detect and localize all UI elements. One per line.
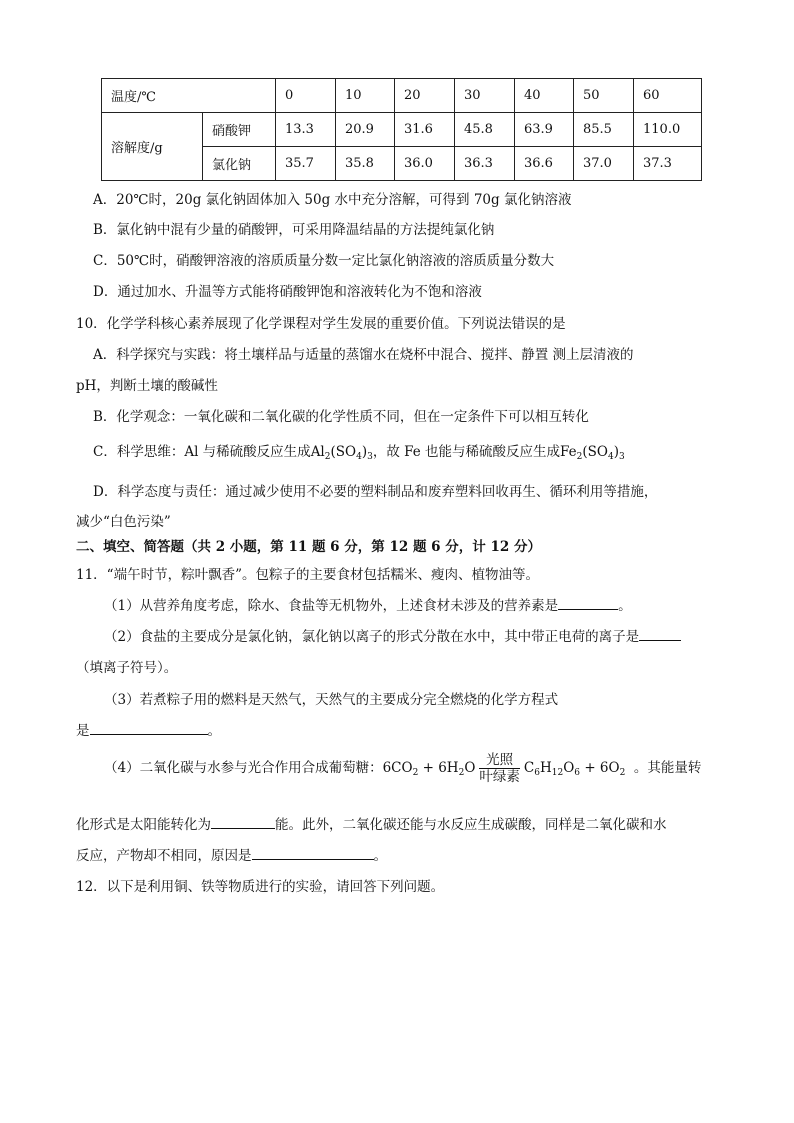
section-heading: 二、填空、简答题（共 2 小题，第 11 题 6 分，第 12 题 6 分，计 12 分）: [76, 539, 541, 555]
table-cell: 50: [574, 79, 634, 113]
solubility-label: 溶解度/g: [102, 113, 203, 181]
reaction-condition: [479, 752, 520, 785]
q11-p4-post: 。其能量转: [633, 760, 702, 776]
answer-blank[interactable]: [211, 816, 275, 829]
q11-stem: 11．“端午时节，粽叶飘香”。包粽子的主要食材包括糯米、瘦肉、植物油等。: [76, 567, 539, 583]
q9-option-b: B．氯化钠中混有少量的硝酸钾，可采用降温结晶的方法提纯氯化钠: [93, 222, 495, 238]
table-cell: 37.0: [574, 147, 634, 181]
q11-part3-cont: [76, 719, 221, 739]
q11-part4-cont: [76, 813, 667, 833]
table-cell: 36.6: [515, 147, 574, 181]
q11-part2: [104, 625, 681, 645]
table-cell: 85.5: [574, 113, 634, 147]
solubility-table: [101, 78, 702, 181]
answer-blank[interactable]: [252, 847, 374, 860]
q11-p3b-text: 是: [76, 723, 90, 739]
q11-p5-mid: 能。此外，二氧化碳还能与水反应生成碳酸，同样是二氧化碳和水: [275, 817, 667, 833]
table-cell: 30: [455, 79, 515, 113]
table-cell: 35.7: [276, 147, 336, 181]
q9-option-a: A．20℃时，20g 氯化钠固体加入 50g 水中充分溶解，可得到 70g 氯化钠溶液: [93, 192, 572, 208]
table-cell: 37.3: [634, 147, 702, 181]
q11-p5-text: 化形式是太阳能转化为: [76, 817, 211, 833]
table-row: [102, 113, 702, 147]
table-cell: 60: [634, 79, 702, 113]
q10-option-d-cont: 减少“白色污染”: [76, 514, 171, 530]
table-cell: 36.0: [395, 147, 455, 181]
q11-p1-text: （1）从营养角度考虑，除水、食盐等无机物外，上述食材未涉及的营养素是: [104, 598, 559, 614]
answer-blank[interactable]: [558, 597, 618, 610]
row-name: 氯化钠: [203, 147, 276, 181]
formula-al2so43: $Al_2(SO_4)_3$: [310, 444, 373, 462]
temp-label: 温度/℃: [102, 79, 276, 113]
q10-c-text: C．科学思维：Al 与稀硫酸反应生成: [93, 444, 311, 460]
table-cell: 31.6: [395, 113, 455, 147]
formula-fe2so43: $Fe_2(SO_4)_3$: [560, 444, 625, 462]
q11-part1: [104, 594, 632, 614]
row-name: 硝酸钾: [203, 113, 276, 147]
table-cell: 40: [515, 79, 574, 113]
q10-option-b: B．化学观念：一氧化碳和二氧化碳的化学性质不同，但在一定条件下可以相互转化: [93, 409, 589, 425]
answer-blank[interactable]: [90, 722, 208, 735]
table-row: [102, 79, 702, 113]
q10-c-text2: ，故 Fe 也能与稀硫酸反应生成: [372, 444, 561, 460]
equation-lhs: $6CO_2 + 6H_2O$: [382, 760, 476, 778]
q11-p6-text: 反应，产物却不相同，原因是: [76, 848, 252, 864]
table-cell: 20.9: [336, 113, 395, 147]
q11-part4: [104, 752, 701, 785]
table-cell: 10: [336, 79, 395, 113]
table-cell: 20: [395, 79, 455, 113]
table-cell: 36.3: [455, 147, 515, 181]
q10-stem: 10．化学学科核心素养展现了化学课程对学生发展的重要价值。下列说法错误的是: [76, 316, 566, 332]
q9-option-c: C．50℃时，硝酸钾溶液的溶质质量分数一定比氯化钠溶液的溶质质量分数大: [93, 253, 555, 269]
q10-option-a-cont: pH，判断土壤的酸碱性: [76, 378, 218, 394]
table-cell: 63.9: [515, 113, 574, 147]
table-cell: 35.8: [336, 147, 395, 181]
q9-option-d: D．通过加水、升温等方式能将硝酸钾饱和溶液转化为不饱和溶液: [93, 284, 482, 300]
answer-blank[interactable]: [639, 628, 681, 641]
q10-option-d: D．科学态度与责任：通过减少使用不必要的塑料制品和废弃塑料回收再生、循环利用等措施，: [93, 484, 658, 500]
table-cell: 45.8: [455, 113, 515, 147]
q10-option-a: A．科学探究与实践：将土壤样品与适量的蒸馏水在烧杯中混合、搅拌、静置 测上层清液的: [93, 347, 634, 363]
table-cell: 110.0: [634, 113, 702, 147]
punct: 。: [618, 598, 632, 614]
q11-p4-text: （4）二氧化碳与水参与光合作用合成葡萄糖：: [104, 760, 383, 776]
q11-part4-cont2: [76, 844, 387, 864]
condition-chlorophyll: 叶绿素: [479, 769, 520, 785]
q11-part2-cont: （填离子符号）。: [76, 660, 178, 676]
equation-rhs: $C_6H_{12}O_6 + 6O_2$: [523, 760, 626, 778]
q11-part3: （3）若煮粽子用的燃料是天然气，天然气的主要成分完全燃烧的化学方程式: [104, 692, 559, 708]
q10-option-c: [93, 440, 625, 462]
punct: 。: [373, 848, 387, 864]
table-cell: 0: [276, 79, 336, 113]
table-cell: 13.3: [276, 113, 336, 147]
condition-light: 光照: [479, 752, 520, 769]
q12-stem: 12．以下是利用铜、铁等物质进行的实验，请回答下列问题。: [76, 879, 445, 895]
q11-p2-text: （2）食盐的主要成分是氯化钠，氯化钠以离子的形式分散在水中，其中带正电荷的离子是: [104, 629, 640, 645]
punct: 。: [207, 723, 221, 739]
